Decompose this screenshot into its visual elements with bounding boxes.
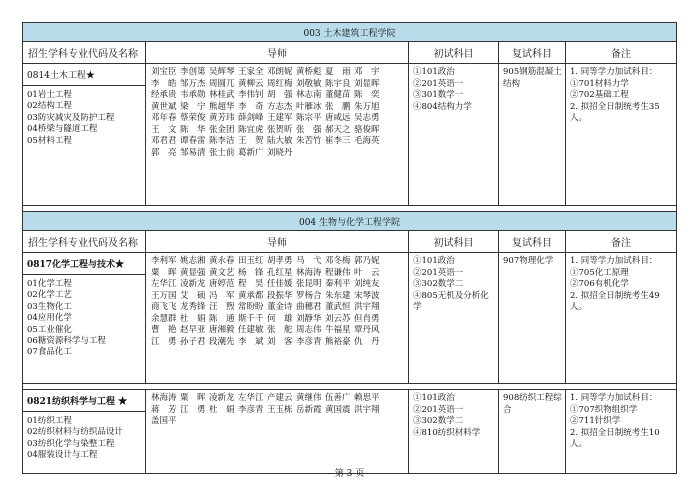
tutor-name: 熊裕豪 [325,336,351,347]
tutor-name: 陈李洁 [209,136,235,146]
program-directions [23,412,145,464]
tutor-name: 董金诗 [267,302,293,312]
tutor-name: 韦承勋 [180,90,206,100]
program-notes [566,64,677,206]
tutor-name: 任佳媛 [267,279,293,289]
note-line: ①701材料力学 [570,78,629,89]
tutor-name: 汪 煦 [209,302,235,312]
direction-item: 07食品化工 [27,347,72,358]
subject-item: ②201英语一 [413,404,464,415]
initial-subjects [409,64,499,206]
tutor-name: 盖国平 [151,416,177,426]
direction-item: 02化学工艺 [27,290,72,301]
retest-subject: 907物理化学 [499,253,566,384]
tutor-name: 粟 晖 [151,267,177,278]
tutor-name: 李彦青 [296,336,322,347]
program-directions [23,86,145,149]
tutor-name: 陈 华 [180,124,206,135]
tutor-name: 刘敬敏 [296,78,322,89]
note-line: ②706有机化学 [570,279,629,289]
tutor-name: 薛剑峰 [238,113,264,123]
retest-subject: 908纺织工程综合 [499,390,566,474]
tutor-name: 夏 雨 [325,67,351,77]
initial-subjects [409,253,499,384]
tutor-name: 刘 客 [267,336,293,347]
direction-item: 05材料工程 [27,135,72,146]
column-header-notes: 备注 [566,42,677,64]
subject-item: ②201英语一 [413,267,464,278]
program-cell [23,253,146,384]
direction-item: 02结构工程 [27,101,72,112]
tutor-name: 余慧群 [151,313,177,324]
program-name: 0821纺织科学与工程 ★ [23,390,145,412]
tutor-name: 唐婷范 [209,279,235,289]
program-row [23,64,677,206]
tutor-name: 周红梅 [267,78,293,89]
tutor-name: 孔红星 [267,267,293,278]
tutor-name: 马 弋 [296,256,322,266]
tutor-name: 陆大敏 [267,136,293,146]
tutor-name: 林桂武 [209,90,235,100]
college-header: 004 生物与化学工程学院 [23,212,677,231]
tutor-name: 刘静华 [296,313,322,324]
direction-item: 05工业催化 [27,324,72,335]
program-row [23,390,677,474]
subject-item: ①101政治 [413,256,455,266]
tutor-name: 刘晓丹 [267,147,293,158]
note-line: ②702基础工程 [570,90,629,100]
tutor-name: 王 贺 [238,136,264,146]
program-directions [23,275,145,361]
column-header-initial-subjects: 初试科目 [409,231,499,253]
tutor-name: 田玉红 [238,256,264,266]
direction-item: 01化学工程 [27,279,72,289]
subject-item: ③302数学二 [413,279,464,289]
tutor-name: 赖思平 [354,393,380,403]
note-line: 1. 同等学力加试科目： [570,256,658,266]
tutor-name: 曲穗君 [296,302,322,312]
direction-item: 03生物化工 [27,301,72,312]
subject-item: ③302数学二 [413,416,464,426]
tutor-name: 毛海英 [354,136,380,146]
tutor-name: 陈宗平 [296,113,322,123]
note-line: 1. 同等学力加试科目： [570,67,658,77]
direction-item: 02纺织材料与纺织品设计 [27,427,123,438]
tutor-name: 江 勇 [151,336,177,347]
note-line: 2. 拟招全日制统考生49人。 [570,290,660,312]
tutor-name: 李 奇 [238,101,264,112]
tutor-name: 李伟钊 [238,90,264,100]
tutor-name: 吴辉琴 [209,67,235,77]
tutor-name: 黄承都 [238,290,264,301]
tutor-name: 杜 娟 [180,313,206,324]
tutor-name: 李创第 [180,67,206,77]
tutor-name: 黄柳云 [238,78,264,89]
tutor-name: 叶雁冰 [296,101,322,112]
direction-item: 04服装设计与工程 [27,450,98,461]
column-header-code-name: 招生学科专业代码及名称 [23,42,146,64]
tutor-name: 方志杰 [267,101,293,112]
tutor-name: 邓 宇 [354,67,380,77]
tutor-name: 邓朗妮 [267,67,293,77]
tutor-name: 吴志勇 [354,113,380,123]
program-notes [566,390,677,474]
tutor-name: 经承贵 [151,90,177,100]
tutor-name: 张 舵 [267,325,293,335]
college-header: 003 土木建筑工程学院 [23,23,677,42]
tutor-name: 李 皓 [151,78,177,89]
tutor-name: 周圆兀 [209,78,235,89]
tutor-name: 牛福星 [325,325,351,335]
note-line: 1. 同等学力加试科目： [570,393,658,403]
program-row [23,253,677,384]
tutor-name: 左华江 [151,279,177,289]
tutor-name: 段潮先 [209,336,235,347]
tutor-name: 郭 亮 [151,147,177,158]
tutor-name: 江 勇 [180,404,206,415]
note-line: ②711针织学 [570,416,621,426]
direction-item: 06糖资源科学与工程 [27,336,106,347]
catalog-table [22,22,677,474]
tutor-name: 朱东建 [325,290,351,301]
column-header-notes: 备注 [566,231,677,253]
column-header-retest-subjects: 复试科目 [499,231,566,253]
retest-subject: 905钢筋混凝土结构 [499,64,566,206]
tutor-name: 张昆明 [296,279,322,289]
tutor-name: 朱苦竹 [296,136,322,146]
direction-item: 01岩土工程 [27,90,72,100]
tutor-name: 王玉栋 [267,404,293,415]
initial-subjects [409,390,499,474]
tutor-name: 董武恒 [325,302,351,312]
tutor-name: 刘显晖 [354,78,380,89]
note-line: ①705化工原理 [570,267,629,278]
tutor-name: 蔡荣俊 [180,113,206,123]
tutor-name: 常盼盼 [238,302,264,312]
subject-item: ③301数学一 [413,90,464,100]
column-header-tutors: 导师 [146,42,409,64]
tutor-name: 董健苗 [325,90,351,100]
tutor-name: 邓年春 [151,113,177,123]
tutor-name: 商飞飞 [151,302,177,312]
tutor-name: 郝天之 [325,124,351,135]
tutor-name: 王 文 [151,124,177,135]
subject-item: ④804结构力学 [413,101,472,112]
tutor-name: 段振华 [267,290,293,301]
column-header-initial-subjects: 初试科目 [409,42,499,64]
direction-item: 04桥梁与隧道工程 [27,124,98,135]
tutor-name: 姚志湘 [180,256,206,266]
tutor-name: 洪宇翔 [354,404,380,415]
tutor-name: 刘纯友 [354,279,380,289]
tutor-name: 邹万杰 [180,78,206,89]
direction-item: 03防灾减灾及防护工程 [27,112,115,123]
direction-item: 04应用化学 [27,313,72,324]
tutor-name: 邓冬梅 [325,256,351,266]
tutor-name: 斯千千 [238,313,264,324]
admissions-catalog-page [22,22,676,474]
tutor-name: 宋琴波 [354,290,380,301]
tutor-name: 左华江 [238,393,264,403]
direction-item: 03纺织化学与染整工程 [27,438,115,449]
tutor-name: 李彦青 [238,404,264,415]
tutor-name: 凌新龙 [209,393,235,403]
tutor-name: 张金团 [209,124,235,135]
tutor-name: 葛新广 [238,147,264,158]
tutor-name: 黄永春 [209,256,235,266]
tutor-name: 张 鹏 [325,101,351,112]
tutor-name: 黄芳玮 [209,113,235,123]
tutor-name: 杜 娟 [209,404,235,415]
tutor-name: 蒋 芳 [151,404,177,415]
tutor-name: 黄国震 [325,404,351,415]
tutor-name: 洪宇翔 [354,302,380,312]
tutor-name: 刘云苏 [325,313,351,324]
program-name: 0817化学工程与技术★ [23,253,145,275]
tutor-name: 杨 锋 [238,267,264,278]
tutor-name: 但肖勇 [354,313,380,324]
tutor-name: 赵早亚 [180,325,206,335]
note-line: 2. 拟招全日制统考生10人。 [570,427,660,449]
tutor-name: 王建军 [267,113,293,123]
column-header-tutors: 导师 [146,231,409,253]
tutor-name: 骆俊晖 [354,124,380,135]
subject-item: ①101政治 [413,393,455,403]
tutor-name: 胡 强 [267,90,293,100]
program-cell [23,64,146,206]
tutor-name: 林海涛 [296,267,322,278]
tutor-name: 覃丹风 [354,325,380,335]
tutor-name: 崔李三 [325,136,351,146]
tutor-name: 梁 宁 [180,101,206,112]
tutor-name: 唐湘毅 [209,325,235,335]
tutor-name: 林志南 [296,90,322,100]
tutor-name: 周志伟 [296,325,322,335]
tutor-list [146,64,409,206]
program-name: 0814土木工程★ [23,64,145,86]
note-line: ①707织物组织学 [570,404,638,415]
tutor-name: 艾 硕 [180,290,206,301]
column-header-code-name: 招生学科专业代码及名称 [23,231,146,253]
tutor-name: 孙子君 [180,336,206,347]
tutor-name: 胡孝勇 [267,256,293,266]
tutor-name: 产建云 [267,393,293,403]
tutor-name: 叶 云 [354,267,380,278]
tutor-name: 黄继伟 [296,393,322,403]
tutor-name: 唐咸远 [325,113,351,123]
column-header-retest-subjects: 复试科目 [499,42,566,64]
direction-item: 01纺织工程 [27,416,72,426]
subject-item: ①101政治 [413,67,455,77]
tutor-name: 朱万旭 [354,101,380,112]
tutor-name: 冯 军 [209,290,235,301]
subject-item: ②201英语一 [413,78,464,89]
tutor-name: 熊超华 [209,101,235,112]
tutor-name: 龙秀锋 [180,302,206,312]
tutor-name: 任建敏 [238,325,264,335]
tutor-name: 林海涛 [151,393,177,403]
tutor-name: 程 昊 [238,279,264,289]
tutor-name: 黄桥彪 [296,67,322,77]
tutor-name: 李 斌 [238,336,264,347]
tutor-name: 张士前 [209,147,235,158]
tutor-name: 陈宜虎 [238,124,264,135]
tutor-list [146,390,409,474]
tutor-name: 秦利平 [325,279,351,289]
tutor-name: 程谦伟 [325,267,351,278]
tutor-name: 岳新霞 [296,404,322,415]
tutor-name: 仇 丹 [354,336,380,347]
note-line: 2. 拟招全日制统考生35人。 [570,101,660,123]
tutor-name: 邹易清 [180,147,206,158]
tutor-name: 李利军 [151,256,177,266]
tutor-name: 何 雄 [267,313,293,324]
tutor-name: 黄世斌 [151,101,177,112]
tutor-name: 张贺昕 [267,124,293,135]
tutor-name: 刘宝臣 [151,67,177,77]
program-cell [23,390,146,474]
tutor-name: 伍善广 [325,393,351,403]
tutor-name: 曹 艳 [151,325,177,335]
tutor-name: 郭乃妮 [354,256,380,266]
tutor-name: 张 强 [296,124,322,135]
tutor-name: 罗杨合 [296,290,322,301]
subject-item: ④810纺织材料学 [413,427,481,438]
tutor-name: 粟 晖 [180,393,206,403]
tutor-name: 黄显强 [180,267,206,278]
tutor-name: 凌新龙 [180,279,206,289]
tutor-name: 陈宇良 [325,78,351,89]
subject-item: ④805无机及分析化学 [413,290,489,312]
tutor-name: 谭春雷 [180,136,206,146]
tutor-name: 王家全 [238,67,264,77]
tutor-name: 黄文艺 [209,267,235,278]
tutor-name: 陈 通 [209,313,235,324]
tutor-name: 陈 奕 [354,90,380,100]
tutor-list [146,253,409,384]
tutor-name: 邓君君 [151,136,177,146]
program-notes [566,253,677,384]
page-number: 第 3 页 [334,469,365,479]
tutor-name: 王万国 [151,290,177,301]
